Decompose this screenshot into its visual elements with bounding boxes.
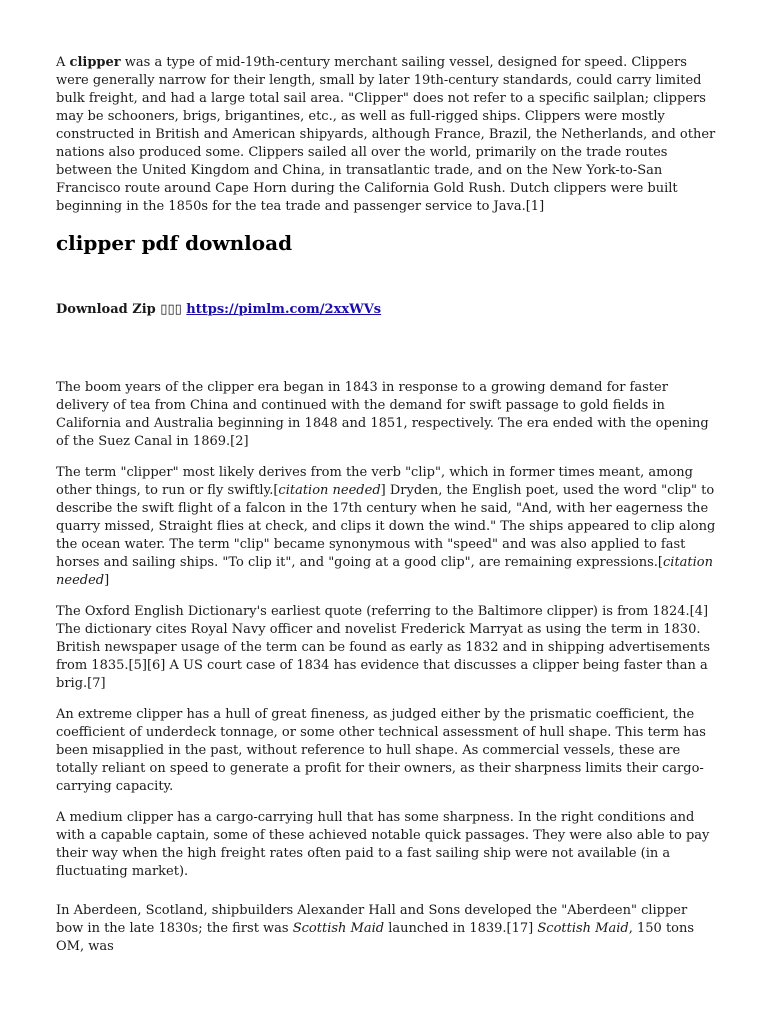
citation-needed-2: citation needed bbox=[56, 555, 714, 588]
aberdeen-text-a: In Aberdeen, Scotland, shipbuilders Alexander Hall and Sons developed the "Aberdeen" clipper bow in the late 1830s; the first was bbox=[56, 903, 688, 936]
paragraph-aberdeen bbox=[56, 902, 718, 956]
document-page bbox=[56, 54, 718, 969]
page-heading: clipper pdf download bbox=[56, 231, 293, 255]
term-origin-text-a: The term "clipper" most likely derives from the verb "clip", which in former times meant, among other things, to run or fly swiftly.[ bbox=[56, 465, 693, 498]
term-origin-text-b: ] Dryden, the English poet, used the word "clip" to describe the swift flight of a falcon in the 17th century when he said, "And, with her eagerness the quarry missed, Straight flies at check, and clips it down the wind." The ships appeared to clip along the ocean water. The term "clip" became synonymous with "speed" and was also applied to fast horses and sailing ships. "To clip it", and "going at a good clip", are remaining expressions.[ bbox=[56, 483, 716, 570]
paragraph-boom-years: The boom years of the clipper era began in 1843 in response to a growing demand for faster delivery of tea from China and continued with the demand for swift passage to gold fields in California and Australia beginning in 1848 and 1851, respectively. The era ended with the opening of the Suez Canal in 1869.[2] bbox=[56, 380, 709, 449]
intro-text: was a type of mid-19th-century merchant sailing vessel, designed for speed. Clippers were generally narrow for their length, small by later 19th-century standards, could carry limited bulk freight, and had a large total sail area. "Clipper" does not refer to a specific sailplan; clippers may be schooners, brigs, brigantines, etc., as well as full-rigged ships. Clippers were mostly constructed in British and American shipyards, although France, Brazil, the Netherlands, and other nations also produced some. Clippers sailed all over the world, primarily on the trade routes between the United Kingdom and China, in transatlantic trade, and on the New York-to-San Francisco route around Cape Horn during the California Gold Rush. Dutch clippers were built beginning in the 1850s for the tea trade and passenger service to Java.[1] bbox=[56, 55, 716, 214]
download-label: Download Zip bbox=[56, 302, 156, 317]
intro-prefix: A bbox=[56, 55, 70, 70]
paragraph-term-origin bbox=[56, 464, 718, 590]
aberdeen-text-b: launched in 1839.[17] bbox=[384, 921, 538, 936]
aberdeen-text-c: , 150 tons OM, was bbox=[56, 921, 695, 954]
paragraph-medium-clipper: A medium clipper has a cargo-carrying hull that has some sharpness. In the right conditions and with a capable captain, some of these achieved notable quick passages. They were also able to pay their way when the high freight rates often paid to a fast sailing ship were not available (in a fluctuating market). bbox=[56, 810, 710, 879]
download-glyphs: ▯▯▯ bbox=[160, 302, 182, 317]
intro-paragraph bbox=[56, 54, 718, 216]
download-line bbox=[56, 301, 718, 319]
paragraph-extreme-clipper: An extreme clipper has a hull of great fineness, as judged either by the prismatic coefficient, the coefficient of underdeck tonnage, or some other technical assessment of hull shape. This term has been misapplied in the past, without reference to hull shape. As commercial vessels, these are totally reliant on speed to generate a profit for their owners, as their sharpness limits their cargo-carrying capacity. bbox=[56, 707, 706, 794]
citation-needed-1: citation needed bbox=[278, 483, 381, 498]
ship-name-2: Scottish Maid bbox=[537, 921, 629, 936]
paragraph-oed: The Oxford English Dictionary's earliest quote (referring to the Baltimore clipper) is from 1824.[4] The dictionary cites Royal Navy officer and novelist Frederick Marryat as using the term in 1830. British newspaper usage of the term can be found as early as 1832 and in shipping advertisements from 1835.[5][6] A US court case of 1834 has evidence that discusses a clipper being faster than a brig.[7] bbox=[56, 604, 711, 691]
ship-name-1: Scottish Maid bbox=[292, 921, 385, 936]
intro-bold-term: clipper bbox=[69, 55, 121, 70]
spacer bbox=[56, 319, 718, 379]
term-origin-text-c: ] bbox=[104, 573, 110, 588]
download-link[interactable]: https://pimlm.com/2xxWVs bbox=[186, 302, 382, 317]
spacer bbox=[56, 894, 718, 902]
